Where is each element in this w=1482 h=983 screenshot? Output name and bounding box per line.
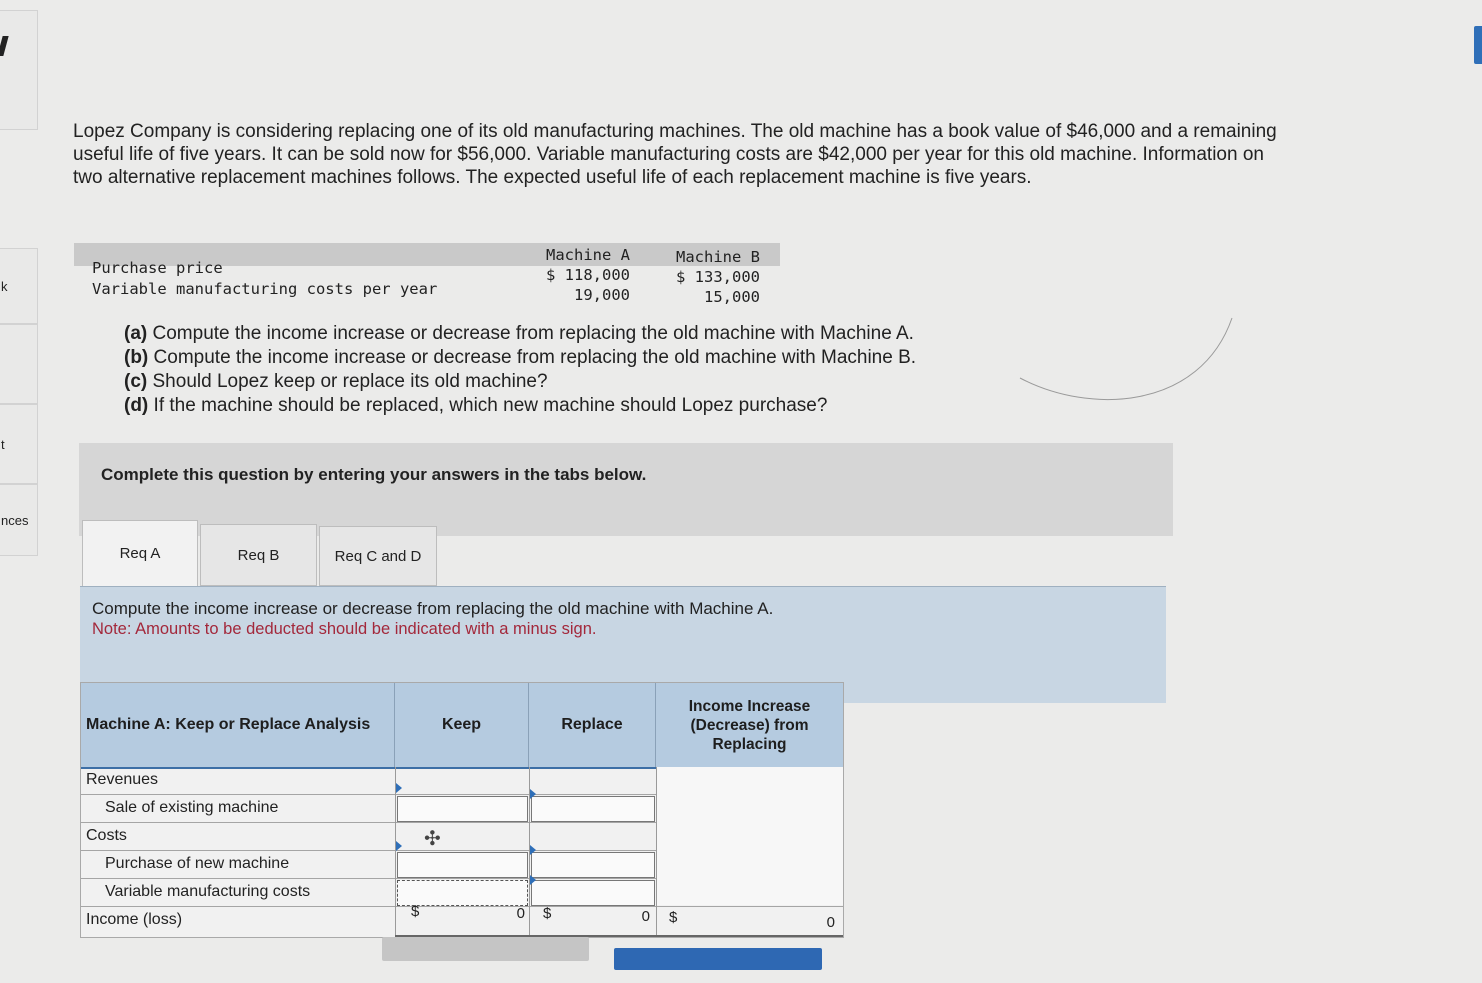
keep-income-currency: $: [411, 903, 420, 920]
row-label-purchase-price: Purchase price: [92, 259, 223, 277]
previous-button[interactable]: [382, 937, 589, 961]
sidebar-item-4[interactable]: t: [0, 404, 38, 484]
question-b: (b) Compute the income increase or decrease from replacing the old machine with Machine B.: [124, 347, 917, 368]
problem-intro: Lopez Company is considering replacing one of its old manufacturing machines. The old machine has a book value of $46,000 and a remaining useful life of five years. It can be sold now for $56,000. Variable manufacturing costs are $42,000 per year for this old machine. Information on two alternative replacement machines follows. The expected useful life of each replacement machine is five years.: [73, 121, 1277, 188]
complete-banner: [79, 443, 1173, 536]
header-income-difference: Income Increase (Decrease) from Replacing: [688, 697, 811, 753]
col-header-machine-a: Machine A: [546, 246, 630, 264]
table-row-purchase-new: Purchase of new machine: [81, 851, 843, 879]
table-row-revenues: Revenues: [81, 767, 843, 795]
question-list: [124, 322, 916, 418]
keep-purchase-new-input[interactable]: [397, 852, 528, 878]
header-replace: Replace: [529, 683, 656, 767]
machine-b-purchase-price: $ 133,000: [676, 268, 760, 286]
sidebar-item-5[interactable]: nces: [0, 484, 38, 556]
input-marker-icon: [396, 841, 402, 851]
machine-b-variable-costs: 15,000: [704, 288, 760, 306]
sidebar-item-1[interactable]: [0, 10, 38, 130]
question-d: (d) If the machine should be replaced, which new machine should Lopez purchase?: [124, 395, 828, 416]
instruction-note: Note: Amounts to be deducted should be indicated with a minus sign.: [92, 620, 597, 638]
input-marker-icon: [530, 789, 536, 799]
diff-income-total: 0: [826, 914, 835, 931]
instruction-text: Compute the income increase or decrease from replacing the old machine with Machine A.: [92, 599, 774, 618]
keep-replace-analysis-table: [80, 682, 844, 938]
tab-req-a[interactable]: Req A: [82, 520, 198, 586]
table-row-costs: Costs: [81, 823, 843, 851]
tab-req-c-and-d[interactable]: Req C and D: [319, 526, 437, 586]
col-divider: [656, 767, 657, 937]
machine-data-table: [74, 243, 780, 305]
table-row-income: Income (loss): [86, 911, 183, 928]
input-marker-icon: [530, 845, 536, 855]
header-analysis-title: Machine A: Keep or Replace Analysis: [81, 683, 395, 767]
table-row-sale-existing: Sale of existing machine: [81, 795, 843, 823]
move-cursor-icon: ✣: [424, 828, 441, 850]
replace-income-currency: $: [543, 905, 552, 922]
replace-sale-existing-input[interactable]: [531, 796, 655, 822]
table-row-variable-costs: Variable manufacturing costs: [81, 879, 843, 907]
machine-a-variable-costs: 19,000: [574, 286, 630, 304]
question-a: (a) Compute the income increase or decrease from replacing the old machine with Machine A.: [124, 323, 914, 344]
left-sidebar: [0, 0, 38, 983]
machine-a-purchase-price: $ 118,000: [546, 266, 630, 284]
sidebar-item-2[interactable]: k: [0, 248, 38, 324]
input-marker-icon: [530, 875, 536, 885]
header-keep: Keep: [395, 683, 529, 767]
income-difference-column: [656, 767, 843, 905]
complete-banner-text: Complete this question by entering your answers in the tabs below.: [101, 465, 647, 484]
tab-req-b[interactable]: Req B: [200, 524, 317, 586]
keep-sale-existing-input[interactable]: [397, 796, 528, 822]
diff-income-currency: $: [669, 909, 678, 926]
replace-income-total: 0: [641, 908, 650, 925]
keep-income-total: 0: [516, 905, 525, 922]
replace-variable-costs-input[interactable]: [531, 880, 655, 906]
analysis-header-row: [81, 683, 843, 769]
scroll-indicator[interactable]: [1474, 26, 1482, 64]
input-marker-icon: [396, 783, 402, 793]
sidebar-item-3[interactable]: [0, 324, 38, 404]
decorative-curve-icon: [1000, 300, 1240, 420]
question-c: (c) Should Lopez keep or replace its old machine?: [124, 371, 548, 392]
col-header-machine-b: Machine B: [676, 248, 760, 266]
replace-purchase-new-input[interactable]: [531, 852, 655, 878]
next-button[interactable]: [614, 948, 822, 970]
row-label-variable-costs: Variable manufacturing costs per year: [92, 280, 438, 298]
